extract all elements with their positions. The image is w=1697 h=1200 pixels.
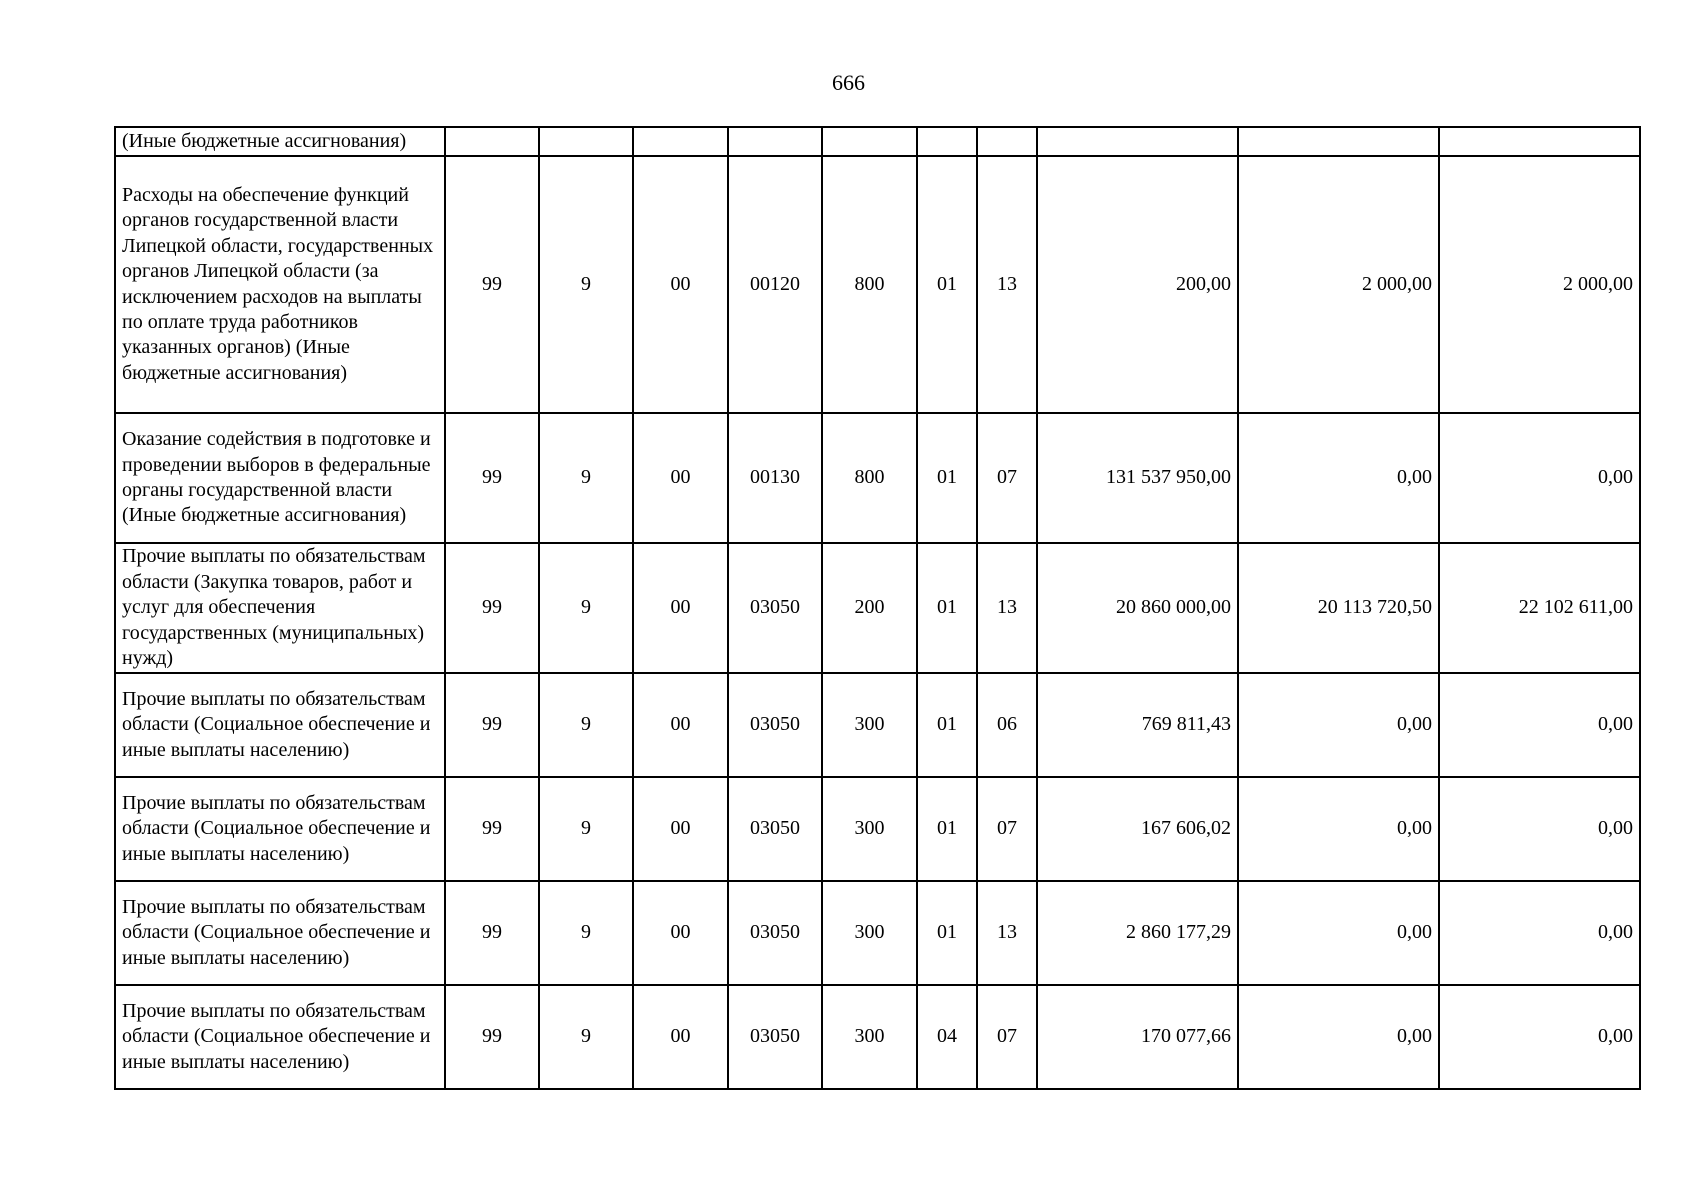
amount-3-cell: 0,00 [1439,673,1640,777]
subprogram-code-cell [539,127,633,156]
expense-type-cell: 300 [822,985,917,1089]
main-activity-code-cell: 00 [633,413,728,543]
expense-type-cell: 200 [822,543,917,673]
direction-code-cell: 00120 [728,156,822,413]
section-cell: 04 [917,985,977,1089]
table-row [115,127,1640,156]
subsection-cell: 13 [977,881,1037,985]
subprogram-code-cell: 9 [539,543,633,673]
amount-1-cell: 20 860 000,00 [1037,543,1238,673]
main-activity-code-cell: 00 [633,543,728,673]
subsection-cell: 07 [977,413,1037,543]
amount-1-cell: 167 606,02 [1037,777,1238,881]
amount-3-cell: 0,00 [1439,777,1640,881]
amount-3-cell: 0,00 [1439,413,1640,543]
amount-1-cell [1037,127,1238,156]
direction-code-cell: 03050 [728,985,822,1089]
subprogram-code-cell: 9 [539,881,633,985]
page-number: 666 [832,70,865,95]
amount-3-cell: 2 000,00 [1439,156,1640,413]
program-code-cell: 99 [445,156,539,413]
amount-1-cell: 170 077,66 [1037,985,1238,1089]
table-row [115,673,1640,777]
main-activity-code-cell: 00 [633,881,728,985]
section-cell: 01 [917,543,977,673]
amount-2-cell: 0,00 [1238,985,1439,1089]
row-description: Прочие выплаты по обязательствам области (Социальное обеспечение и иные выплаты населению) [115,985,445,1089]
main-activity-code-cell [633,127,728,156]
table-row [115,777,1640,881]
section-cell: 01 [917,156,977,413]
amount-2-cell: 0,00 [1238,881,1439,985]
row-description: Расходы на обеспечение функций органов государственной власти Липецкой области, государственных органов Липецкой области (за исключением расходов на выплаты по оплате труда работников указанных органов) (Иные бюджетные ассигнования) [115,156,445,413]
section-cell: 01 [917,881,977,985]
subsection-cell: 13 [977,543,1037,673]
direction-code-cell: 03050 [728,881,822,985]
amount-1-cell: 769 811,43 [1037,673,1238,777]
amount-2-cell: 0,00 [1238,413,1439,543]
main-activity-code-cell: 00 [633,777,728,881]
expense-type-cell: 800 [822,156,917,413]
subprogram-code-cell: 9 [539,985,633,1089]
subprogram-code-cell: 9 [539,413,633,543]
section-cell [917,127,977,156]
amount-2-cell: 2 000,00 [1238,156,1439,413]
row-description: Прочие выплаты по обязательствам области (Социальное обеспечение и иные выплаты населению) [115,881,445,985]
direction-code-cell: 03050 [728,673,822,777]
row-description: (Иные бюджетные ассигнования) [115,127,445,156]
main-activity-code-cell: 00 [633,985,728,1089]
subsection-cell: 07 [977,777,1037,881]
program-code-cell: 99 [445,985,539,1089]
subsection-cell: 06 [977,673,1037,777]
direction-code-cell [728,127,822,156]
expense-type-cell: 800 [822,413,917,543]
amount-2-cell: 0,00 [1238,673,1439,777]
budget-table [114,126,1641,1090]
program-code-cell: 99 [445,881,539,985]
subsection-cell [977,127,1037,156]
row-description: Прочие выплаты по обязательствам области (Социальное обеспечение и иные выплаты населению) [115,673,445,777]
section-cell: 01 [917,673,977,777]
expense-type-cell [822,127,917,156]
main-activity-code-cell: 00 [633,156,728,413]
subprogram-code-cell: 9 [539,673,633,777]
program-code-cell: 99 [445,777,539,881]
expense-type-cell: 300 [822,881,917,985]
row-description: Прочие выплаты по обязательствам области (Закупка товаров, работ и услуг для обеспечения государственных (муниципальных) нужд) [115,543,445,673]
program-code-cell: 99 [445,543,539,673]
amount-1-cell: 200,00 [1037,156,1238,413]
program-code-cell: 99 [445,413,539,543]
section-cell: 01 [917,413,977,543]
table-row [115,985,1640,1089]
program-code-cell: 99 [445,673,539,777]
amount-3-cell: 0,00 [1439,985,1640,1089]
expense-type-cell: 300 [822,777,917,881]
subsection-cell: 07 [977,985,1037,1089]
amount-2-cell: 0,00 [1238,777,1439,881]
amount-2-cell: 20 113 720,50 [1238,543,1439,673]
direction-code-cell: 00130 [728,413,822,543]
amount-1-cell: 2 860 177,29 [1037,881,1238,985]
amount-1-cell: 131 537 950,00 [1037,413,1238,543]
amount-3-cell: 22 102 611,00 [1439,543,1640,673]
direction-code-cell: 03050 [728,543,822,673]
table-row [115,881,1640,985]
program-code-cell [445,127,539,156]
main-activity-code-cell: 00 [633,673,728,777]
amount-3-cell: 0,00 [1439,881,1640,985]
section-cell: 01 [917,777,977,881]
amount-3-cell [1439,127,1640,156]
table-row [115,413,1640,543]
direction-code-cell: 03050 [728,777,822,881]
table-row [115,543,1640,673]
subprogram-code-cell: 9 [539,777,633,881]
expense-type-cell: 300 [822,673,917,777]
row-description: Прочие выплаты по обязательствам области (Социальное обеспечение и иные выплаты населению) [115,777,445,881]
subprogram-code-cell: 9 [539,156,633,413]
amount-2-cell [1238,127,1439,156]
row-description: Оказание содействия в подготовке и проведении выборов в федеральные органы государственной власти (Иные бюджетные ассигнования) [115,413,445,543]
subsection-cell: 13 [977,156,1037,413]
table-row [115,156,1640,413]
